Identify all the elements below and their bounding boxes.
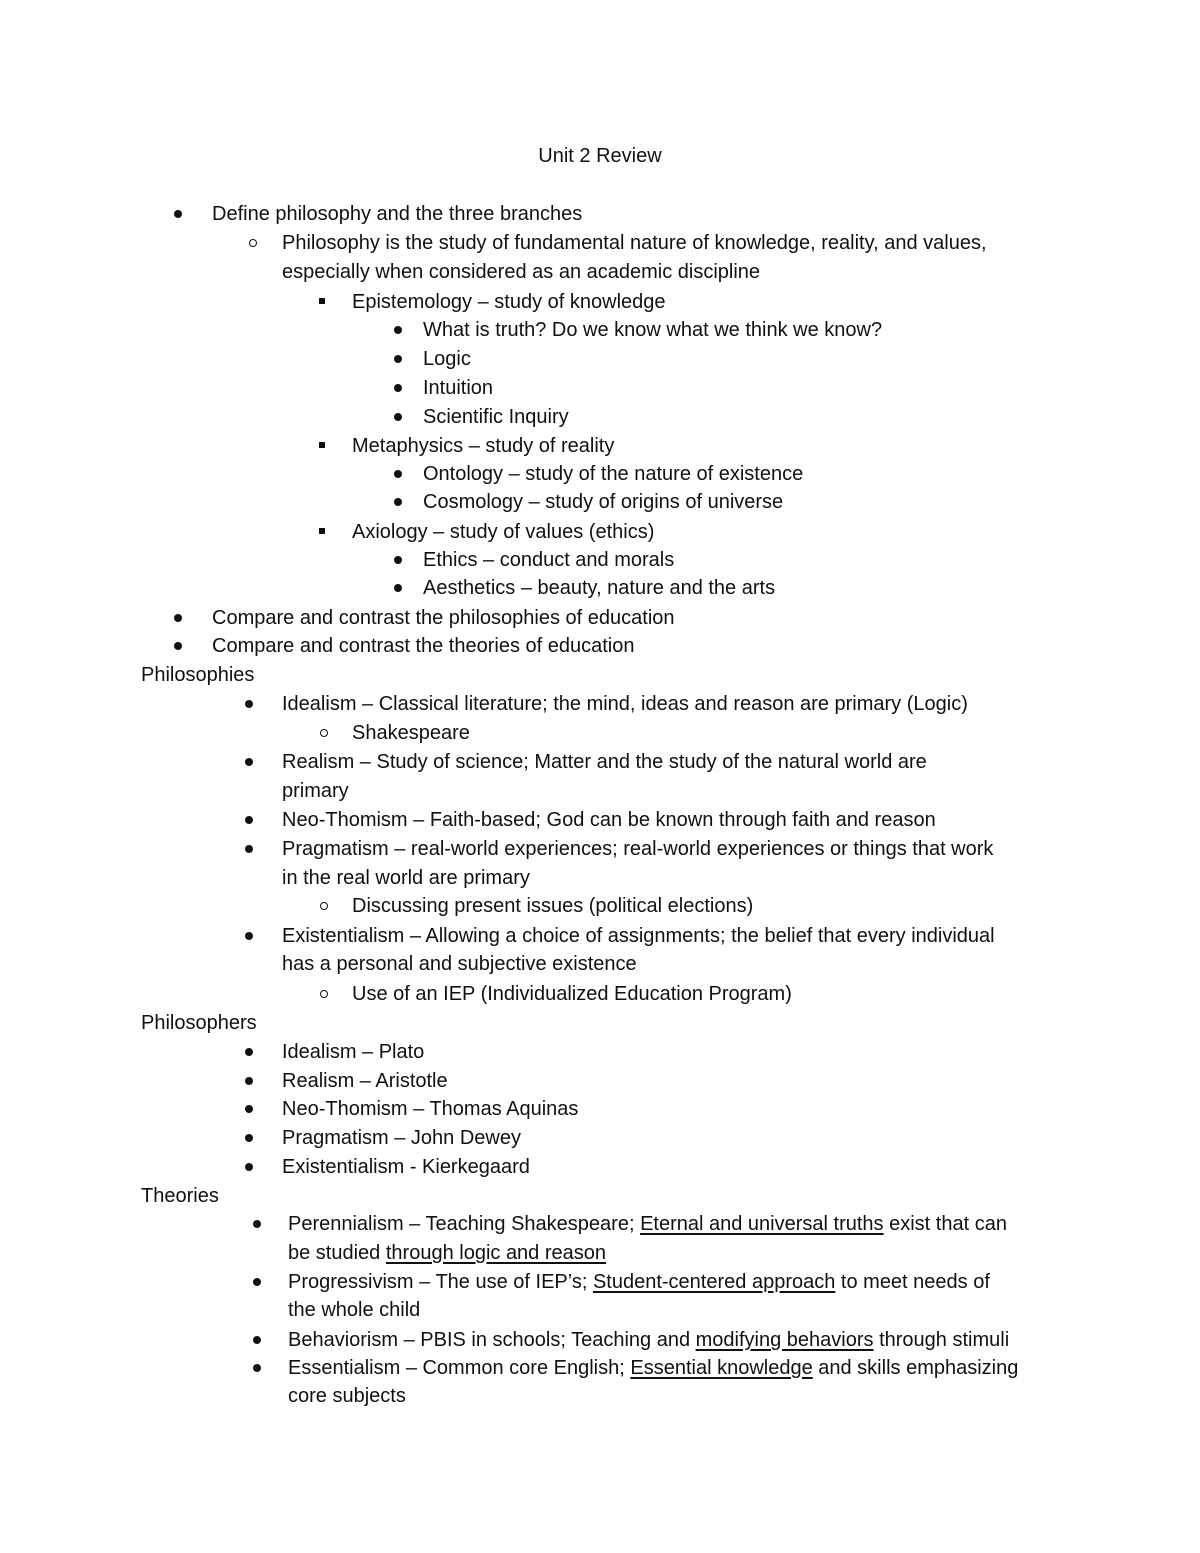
bullet-disc <box>394 498 402 506</box>
bullet-disc <box>174 614 182 622</box>
theory-text: and skills emphasizing <box>812 1357 1019 1379</box>
branch-axiology: Axiology – study of values (ethics) <box>352 521 655 543</box>
bullet-disc <box>245 1163 253 1171</box>
theory-key-phrase: modifying behaviors <box>695 1329 874 1351</box>
theory-essentialism <box>288 1384 406 1408</box>
theory-key-phrase: Essential knowledge <box>630 1357 813 1379</box>
theory-key-phrase: through logic and reason <box>385 1242 607 1264</box>
theory-text: exist that can <box>883 1213 1007 1235</box>
branch-epistemology: Epistemology – study of knowledge <box>352 291 666 313</box>
theory-text: through stimuli <box>873 1329 1010 1351</box>
theory-progressivism <box>288 1270 990 1294</box>
theory-behaviorism <box>288 1328 1009 1352</box>
bullet-circle <box>320 990 328 998</box>
theory-key-phrase: Eternal and universal truths <box>640 1213 884 1235</box>
philosopher-item: Existentialism - Kierkegaard <box>282 1156 530 1178</box>
philosophy-neo-thomism: Neo-Thomism – Faith-based; God can be known through faith and reason <box>282 809 936 831</box>
philosopher-item: Idealism – Plato <box>282 1041 425 1063</box>
bullet-disc <box>394 470 402 478</box>
list-item: Cosmology – study of origins of universe <box>423 491 784 513</box>
bullet-circle <box>249 239 257 247</box>
bullet-disc <box>245 1105 253 1113</box>
definition-line: especially when considered as an academic discipline <box>282 261 761 283</box>
bullet-disc <box>394 326 402 334</box>
section-heading-philosophies: Philosophies <box>141 664 255 686</box>
theory-text: be studied <box>288 1242 386 1264</box>
theory-key-phrase: Student-centered approach <box>592 1271 836 1293</box>
definition-line: Philosophy is the study of fundamental nature of knowledge, reality, and values, <box>282 232 987 254</box>
bullet-disc <box>394 556 402 564</box>
philosophy-pragmatism: Pragmatism – real-world experiences; real-world experiences or things that work <box>282 838 994 860</box>
bullet-disc <box>245 1048 253 1056</box>
bullet-disc <box>394 413 402 421</box>
bullet-circle <box>320 729 328 737</box>
bullet-circle <box>320 902 328 910</box>
bullet-disc <box>394 384 402 392</box>
theory-text: Perennialism – Teaching Shakespeare; <box>288 1213 641 1235</box>
philosophy-idealism: Idealism – Classical literature; the mind, ideas and reason are primary (Logic) <box>282 693 968 715</box>
list-item: Ontology – study of the nature of existence <box>423 463 804 485</box>
section-heading-theories: Theories <box>141 1185 219 1207</box>
theory-text: Essentialism – Common core English; <box>288 1357 631 1379</box>
bullet-disc <box>174 642 182 650</box>
philosopher-item: Neo-Thomism – Thomas Aquinas <box>282 1098 579 1120</box>
bullet-square <box>319 442 325 448</box>
bullet-disc <box>253 1336 261 1344</box>
theory-text: Progressivism – The use of IEP’s; <box>288 1271 593 1293</box>
bullet-disc <box>245 932 253 940</box>
bullet-disc <box>245 700 253 708</box>
theory-perennialism <box>288 1241 606 1265</box>
branch-metaphysics: Metaphysics – study of reality <box>352 435 615 457</box>
bullet-disc <box>245 758 253 766</box>
list-item: Scientific Inquiry <box>423 406 569 428</box>
philosophy-example: Use of an IEP (Individualized Education Program) <box>352 983 792 1005</box>
theory-essentialism <box>288 1356 1018 1380</box>
bullet-square <box>319 298 325 304</box>
review-point-compare-theories: Compare and contrast the theories of education <box>212 635 635 657</box>
list-item: Aesthetics – beauty, nature and the arts <box>423 577 776 599</box>
bullet-disc <box>253 1364 261 1372</box>
philosophy-realism: primary <box>282 780 349 802</box>
philosophy-realism: Realism – Study of science; Matter and the study of the natural world are <box>282 751 927 773</box>
philosophy-pragmatism: in the real world are primary <box>282 867 530 889</box>
philosophy-example: Discussing present issues (political elections) <box>352 895 754 917</box>
bullet-disc <box>245 1134 253 1142</box>
list-item: What is truth? Do we know what we think we know? <box>423 319 883 341</box>
theory-progressivism <box>288 1298 420 1322</box>
list-item: Ethics – conduct and morals <box>423 549 675 571</box>
theory-perennialism <box>288 1212 1007 1236</box>
theory-text: the whole child <box>288 1299 421 1321</box>
philosophy-example: Shakespeare <box>352 722 470 744</box>
bullet-disc <box>245 845 253 853</box>
bullet-disc <box>174 210 182 218</box>
theory-text: to meet needs of <box>835 1271 990 1293</box>
theory-text: core subjects <box>288 1385 406 1407</box>
bullet-disc <box>394 584 402 592</box>
bullet-disc <box>253 1220 261 1228</box>
bullet-disc <box>253 1278 261 1286</box>
philosopher-item: Realism – Aristotle <box>282 1070 448 1092</box>
philosopher-item: Pragmatism – John Dewey <box>282 1127 521 1149</box>
list-item: Logic <box>423 348 471 370</box>
bullet-disc <box>245 816 253 824</box>
section-heading-philosophers: Philosophers <box>141 1012 257 1034</box>
bullet-disc <box>394 355 402 363</box>
bullet-square <box>319 528 325 534</box>
page-title: Unit 2 Review <box>538 145 662 167</box>
philosophy-existentialism: Existentialism – Allowing a choice of assignments; the belief that every individual <box>282 925 995 947</box>
review-point-compare-philosophies: Compare and contrast the philosophies of education <box>212 607 675 629</box>
theory-text: Behaviorism – PBIS in schools; Teaching and <box>288 1329 696 1351</box>
list-item: Intuition <box>423 377 494 399</box>
philosophy-existentialism: has a personal and subjective existence <box>282 953 637 975</box>
review-point-define: Define philosophy and the three branches <box>212 203 583 225</box>
bullet-disc <box>245 1077 253 1085</box>
